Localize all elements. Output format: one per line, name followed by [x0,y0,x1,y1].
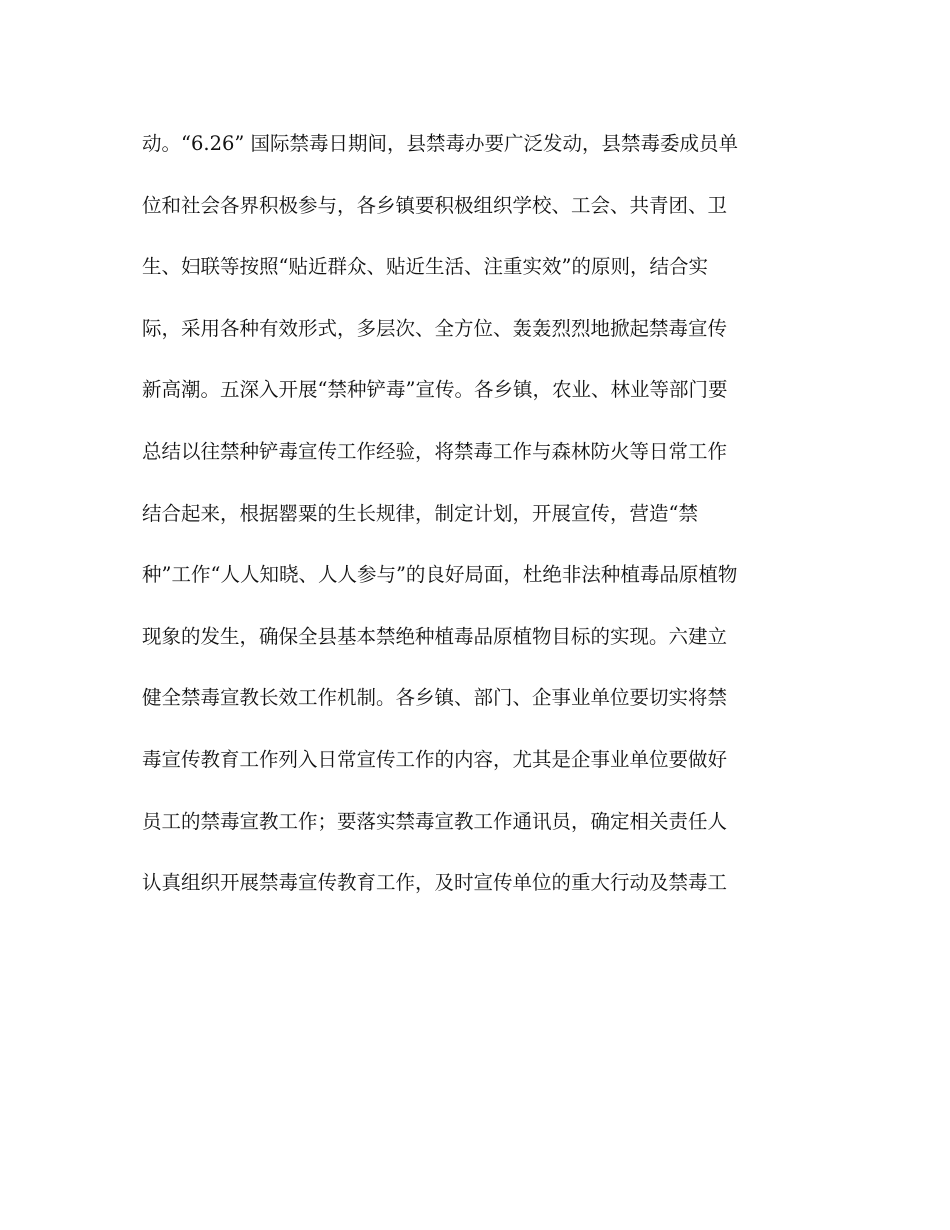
text-line-3: 生、妇联等按照“贴近群众、贴近生活、注重实效”的原则，结合实 [142,255,708,279]
text-line-12: 员工的禁毒宣教工作；要落实禁毒宣教工作通讯员，确定相关责任人 [142,809,728,833]
text-line-4: 际，采用各种有效形式，多层次、全方位、轰轰烈烈地掀起禁毒宣传 [142,316,728,340]
text-line-10: 健全禁毒宣教长效工作机制。各乡镇、部门、企事业单位要切实将禁 [142,686,728,710]
text-line-9: 现象的发生，确保全县基本禁绝种植毒品原植物目标的实现。六建立 [142,624,728,648]
body-paragraph [142,120,822,921]
text-line-5: 新高潮。五深入开展“禁种铲毒”宣传。各乡镇，农业、林业等部门要 [142,378,728,402]
text-line-6: 总结以往禁种铲毒宣传工作经验，将禁毒工作与森林防火等日常工作 [142,439,728,463]
text-line-11: 毒宣传教育工作列入日常宣传工作的内容，尤其是企事业单位要做好 [142,747,728,771]
text-line-7: 结合起来，根据罂粟的生长规律，制定计划，开展宣传，营造“禁 [142,501,698,525]
text-line-13: 认真组织开展禁毒宣传教育工作，及时宣传单位的重大行动及禁毒工 [142,871,728,895]
text-line-2: 位和社会各界积极参与，各乡镇要积极组织学校、工会、共青团、卫 [142,193,728,217]
text-line-8: 种”工作“人人知晓、人人参与”的良好局面，杜绝非法种植毒品原植物 [142,563,738,587]
text-line-1: 动。“6.26” 国际禁毒日期间，县禁毒办要广泛发动，县禁毒委成员单 [142,132,739,155]
